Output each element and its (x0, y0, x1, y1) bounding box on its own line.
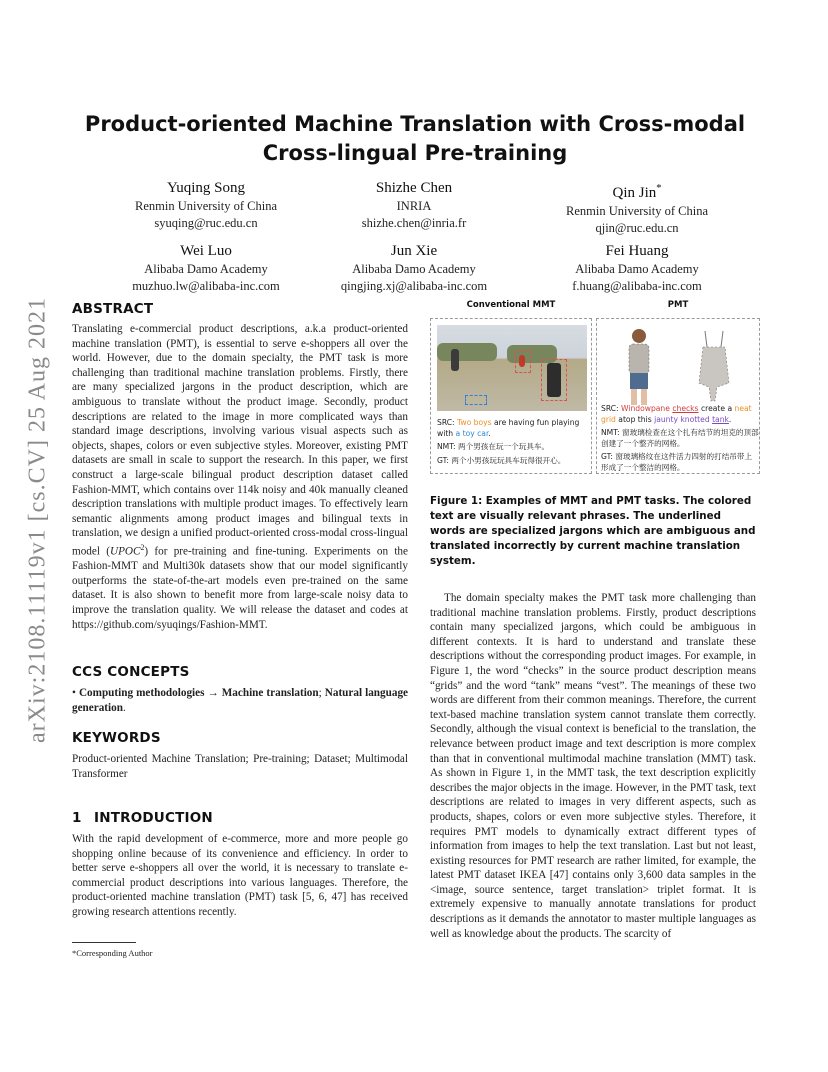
footnote-rule (72, 942, 136, 943)
author-block (96, 179, 316, 231)
highlight-phrase: Windowpane (621, 404, 673, 413)
author-name: Fei Huang (605, 243, 669, 259)
highlight-phrase: Two boys (457, 418, 492, 427)
footnote: *Corresponding Author (72, 948, 153, 958)
abstract-text (72, 322, 408, 632)
mmt-source-text (437, 417, 589, 439)
highlight-phrase: a toy car (455, 429, 489, 438)
highlight-phrase: jaunty knotted (654, 415, 713, 424)
ccs-concept: Natural language generation (72, 687, 409, 714)
introduction-heading (72, 810, 408, 826)
introduction-text: With the rapid development of e-commerce, more and more people go shopping online because of its convenience and efficiency. In order to better serve e-shoppers all over the world, it is necessary to translate e-commercial product descriptions into various languages. Therefore, the product-oriented machine translation (PMT) task [5, 6, 47] has received growing research attentions recently. (72, 833, 408, 918)
ccs-heading: CCS CONCEPTS (72, 664, 190, 680)
abstract-text-part: ) for pre-training and fine-tuning. Experiments on the Fashion-MMT and Multi30k datasets show that our model significantly outperforms the state-of-the-art models even pre-trained on the same dataset. It is also shown to benefit more from large-scale noisy data to improve the translation quality. We will release the dataset and codes at https://github.com/syuqings/Fashion-MMT. (72, 545, 408, 631)
arxiv-identifier: arXiv:2108.11119v1 [cs.CV] 25 Aug 2021 (24, 297, 51, 743)
author-block (304, 242, 524, 294)
mmt-photo (437, 325, 587, 411)
abstract-section (72, 301, 408, 632)
boy-bounding-box (541, 359, 567, 401)
src-text: create a (698, 404, 735, 413)
author-name: Jun Xie (390, 243, 438, 259)
figure-1-caption: Figure 1: Examples of MMT and PMT tasks. The colored text are visually relevant phrases. The underlined words are specialized jargons which are ambiguous and translated incorrectly by current machine translation system. (430, 495, 756, 567)
introduction-section (72, 810, 408, 920)
jargon-word: checks (672, 404, 699, 413)
author-email: shizhe.chen@inria.fr (361, 215, 467, 230)
section-title: INTRODUCTION (94, 810, 213, 826)
person-figure (451, 349, 459, 371)
figure-head-mmt: Conventional MMT (466, 300, 556, 310)
corresponding-mark: * (656, 183, 662, 194)
jargon-word: tank (712, 415, 729, 424)
author-name-text: Qin Jin (612, 185, 657, 201)
author-name: Wei Luo (180, 243, 232, 259)
src-label: SRC: (601, 404, 621, 413)
title-line-2: Cross-lingual Pre-training (262, 141, 568, 165)
abstract-text-part: Translating e-commercial product descriptions, a.k.a product-oriented machine translation (PMT), is essential to serve e-shoppers all over the world. However, due to the domain specialty, the PMT task is more challenging than traditional machine translation problems. Firstly, there are many specialized jargons in the product description, which are ambiguous to translate without the product image. Secondly, product descriptions are related to the image in more complicated ways than standard image descriptions, involving various visual aspects such as objects, shapes, colors or even subjective styles. Moreover, existing PMT datasets are small in scale to support the research. In this paper, we first construct a large-scale bilingual product description dataset called Fashion-MMT, which contains over 114k noisy and 40k manually cleaned description translations with multiple product images. To effectively learn semantic alignments among product images and bilingual texts in translation, we design a unified product-oriented cross-modal cross-lingual model ( (72, 323, 408, 558)
ccs-bullet: • (72, 687, 76, 699)
figure-1 (430, 300, 760, 482)
abstract-heading: ABSTRACT (72, 301, 154, 317)
figure-head-pmt: PMT (667, 300, 689, 310)
mmt-gt-text: GT: 两个小男孩玩玩具车玩得很开心。 (437, 456, 566, 465)
author-block (304, 179, 524, 231)
src-text: . (488, 429, 491, 438)
author-affiliation: Alibaba Damo Academy (144, 262, 268, 276)
section-number: 1 (72, 810, 82, 826)
author-affiliation: Renmin University of China (566, 204, 708, 218)
model-superscript: 2 (140, 542, 145, 552)
author-email: qjin@ruc.edu.cn (595, 220, 679, 235)
src-label: SRC: (437, 418, 457, 427)
paper-title (70, 110, 760, 168)
introduction-text: The domain specialty makes the PMT task more challenging than traditional machine translation problems. Firstly, product descriptions contain many specialized jargons, which could be ambiguous in different contexts. It is hard to understand and translate these descriptions without the corresponding product images. For example, in Figure 1, the word “checks” in the source product description means “grids” and the word “tank” means “vest”. The meanings of these two words are different from their common meanings. Therefore, the current text-based machine translation system cannot translate them correctly. Secondly, although the visual context is beneficial to the translation, the relevance between product image and text description is more complex than that in conventional multimodal machine translation (MMT) task. As shown in Figure 1, in the MMT task, the text description explicitly describes the major objects in the image. However, in the PMT task, text descriptions are related to images in very different aspects, such as products, shapes, colors or even more subjective styles. Therefore, it requires PMT models to dynamically extract different types of information from images to help the text translation. Last but not least, existing resources for PMT research are rather limited, for example, the latest PMT dataset IKEA [47] contains only 3,600 data samples in the <image, source sentence, target translation> triplet format. It is extremely expensive to manually annotate translations for product descriptions as it demands the annotator to master multiple languages as well as knowledge about the products. The scarcity of (430, 592, 756, 940)
author-affiliation: Renmin University of China (135, 199, 277, 213)
model-name: UPOC (109, 545, 141, 558)
src-text: are having fun playing with (437, 418, 580, 438)
introduction-continued (430, 591, 756, 941)
src-text: atop this (615, 415, 655, 424)
author-name (527, 179, 747, 203)
pmt-panel (596, 318, 760, 474)
author-email: muzhuo.lw@alibaba-inc.com (132, 278, 280, 293)
tree-line (437, 343, 497, 361)
author-email: f.huang@alibaba-inc.com (572, 278, 702, 293)
author-block (96, 242, 316, 294)
keywords-text: Product-oriented Machine Translation; Pre-training; Dataset; Multimodal Transformer (72, 753, 408, 780)
author-block (527, 242, 747, 294)
author-affiliation: INRIA (396, 199, 432, 213)
author-email: syuqing@ruc.edu.cn (154, 215, 258, 230)
author-email: qingjing.xj@alibaba-inc.com (340, 278, 488, 293)
ccs-text (72, 686, 408, 715)
ccs-separator: ; (318, 687, 325, 699)
boy-bounding-box (515, 351, 531, 373)
product-photo-tank (689, 327, 739, 407)
pmt-source-text (601, 403, 759, 425)
toy-car-bounding-box (465, 395, 487, 405)
src-text: . (728, 415, 732, 424)
mmt-panel (430, 318, 592, 474)
author-affiliation: Alibaba Damo Academy (352, 262, 476, 276)
author-name: Shizhe Chen (375, 180, 453, 196)
product-photo-model (617, 327, 661, 407)
mmt-nmt-text: NMT: 两个男孩在玩一个玩具车。 (437, 442, 550, 451)
highlight-phrase: neat grid (601, 404, 752, 424)
title-line-1: Product-oriented Machine Translation with Cross-modal (84, 112, 746, 136)
keywords-heading: KEYWORDS (72, 730, 161, 746)
ccs-concept: Computing methodologies → Machine translation (78, 687, 319, 699)
author-affiliation: Alibaba Damo Academy (575, 262, 699, 276)
pmt-gt-text: GT: 窗玻璃格纹在这件活力四射的打结吊带上形成了一个整洁的网格。 (601, 452, 753, 472)
ccs-end: . (122, 701, 126, 714)
pmt-nmt-text: NMT: 窗玻璃检查在这个扎有结节的坦克的顶部创建了一个整齐的网格。 (601, 428, 759, 448)
keywords-section (72, 730, 408, 781)
author-name: Yuqing Song (167, 180, 245, 196)
ccs-section (72, 664, 408, 715)
author-block (527, 179, 747, 236)
